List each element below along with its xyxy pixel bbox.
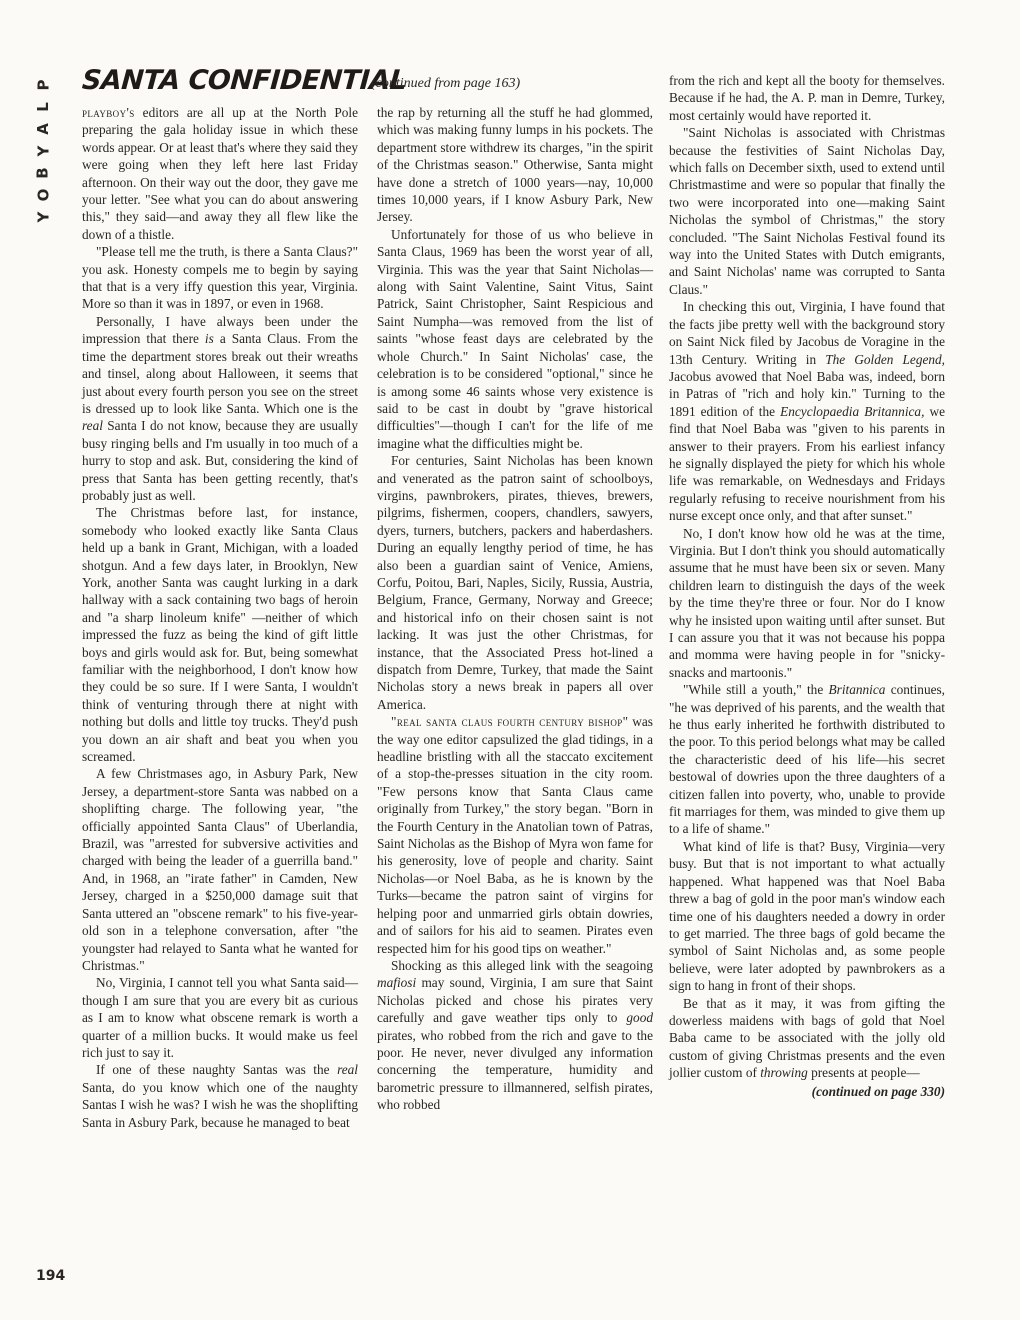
masthead-letter: Y: [34, 211, 52, 223]
paragraph: No, Virginia, I cannot tell you what Santa said—though I am sure that you are every bit as curious as I am to know what obscene remark is worth a quarter of a million bucks. It would make us feel rich just to say it.: [82, 975, 358, 1060]
paragraph: A few Christmases ago, in Asbury Park, New Jersey, a department-store Santa was nabbed on a shoplifting charge. The following year, "the officially appointed Santa Claus" of Uberlandia, Brazil, was "arrested for subversive activities and charged with being the leader of a guerrilla band." And, in 1968, an "irate father" in Camden, New Jersey, charged in a $250,000 damage suit that Santa uttered an "obscene remark" to his five-year-old son in a telephone conversation, after "the youngster had relayed to Santa what he wanted for Christmas.": [82, 766, 358, 973]
masthead-letter: L: [34, 102, 52, 112]
masthead-letter: A: [33, 123, 52, 135]
vertical-masthead: [33, 74, 52, 228]
paragraph: Personally, I have always been under the impression that there is a Santa Claus. From the time the department stores break out their wreaths and tinsel, along about Halloween, it seems that just about every fourth person you see on the street is dressed up to look like Santa. Which one is the real Santa I do not know, because they are usually busy ringing bells and I'm usually in too much of a hurry to stop and ask. But, considering the kind of press that Santa has been getting recently, that's probably just as well.: [82, 313, 358, 503]
paragraph: In checking this out, Virginia, I have found that the facts jibe pretty well with the background story on Saint Nick filed by Jacobus de Voragine in the 13th Century. Writing in The Golden Legend, Jacobus avowed that Noel Baba was, indeed, born in Patras of "rich and holy kin." Turning to the 1891 edition of the Encyclopaedia Britannica, we find that Noel Baba was "given to his parents in answer to their prayers. From his earliest infancy he signally displayed the piety for which his whole life was remarkable, on Wednesdays and Fridays regularly refusing to receive nourishment from his nurse except once only, and that after sunset.": [669, 299, 945, 524]
paragraph: Be that as it may, it was from gifting the dowerless maidens with bags of gold that Noel Baba came to be associated with the jolly old custom of giving Christmas presents and the even jollier custom of throwing presents at people—: [669, 995, 945, 1081]
paragraph: "Please tell me the truth, is there a Santa Claus?" you ask. Honesty compels me to begin by saying that that is a very iffy question this year, Virginia. More so than it was in 1897, or even in 1968.: [82, 244, 358, 312]
column-3: [669, 72, 945, 1100]
page-number: 194: [36, 1268, 66, 1284]
column-2: [377, 104, 653, 1114]
article-headline: SANTA CONFIDENTIAL: [80, 65, 408, 96]
paragraph: "Saint Nicholas is associated with Christmas because the festivities of Saint Nicholas Day, which falls on December sixth, used to extend until Christmastime and were so popular that finally the two were incorporated into one—making Saint Nicholas the symbol of Christmas," the story concluded. "The Saint Nicholas Festival found its way into the United States with Dutch emigrants, and Saint Nicholas' name was corrupted to Santa Claus.": [669, 125, 945, 297]
paragraph: Shocking as this alleged link with the seagoing mafiosi may sound, Virginia, I am sure that Saint Nicholas picked and chose his pirates very carefully and gave weather tips only to good pirates, who robbed from the rich and gave to the poor. He never, never divulged any information concerning the temperature, humidity and barometric pressure to illmannered, selfish pirates, who robbed: [377, 957, 653, 1113]
paragraph: playboy's editors are all up at the North Pole preparing the gala holiday issue in which these words appear. Or at least that's where they said they were going when they left here last Friday afternoon. On their way out the door, they gave me your letter. "See what you can do about answering this," they said—and away they all flew like the down of a thistle.: [82, 105, 358, 242]
paragraph: No, I don't know how old he was at the time, Virginia. But I don't think you should automatically assume that he must have been six or seven. Many children learn to distinguish the days of the week by the time they're three or four. Nor do I know why he insisted upon waiting until after sunset. But I can assure you that it was not because his poppa and momma were having people in for "snicky-snacks and martoonis.": [669, 525, 945, 680]
paragraph: What kind of life is that? Busy, Virginia—very busy. But that is not important to what actually happened. What happened was that Noel Baba threw a bag of gold in the poor man's window each time one of his daughters needed a dowry in order to get married. The three bags of gold became the symbol of Saint Nicholas and, as some people believe, were later adopted by pawnbrokers as a sign to hang in front of their shops.: [669, 838, 945, 994]
paragraph: If one of these naughty Santas was the real Santa, do you know which one of the naughty Santas I wish he was? I wish he was the shoplifting Santa in Asbury Park, because he managed to beat: [82, 1062, 358, 1130]
continued-from-note: (continued from page 163): [371, 76, 521, 91]
column-1: [82, 104, 358, 1131]
paragraph: from the rich and kept all the booty for themselves. Because if he had, the A. P. man in Demre, Turkey, most certainly would have reported it.: [669, 73, 945, 123]
paragraph: Unfortunately for those of us who believe in Santa Claus, 1969 has been the worst year of all, Virginia. This was the year that Saint Nicholas—along with Saint Valentine, Saint Vitus, Saint Patrick, Saint Christopher, Saint Respicious and Saint Numpha—was removed from the list of saints "whose feast days are celebrated by the whole Church." In Saint Nicholas' case, the celebration is to be considered "optional," since he is among some 46 saints whose very existence is said to be cast in doubt by "grave historical difficulties"—though I can't for the life of me imagine what the difficulties might be.: [377, 226, 653, 451]
paragraph: the rap by returning all the stuff he had glommed, which was making funny lumps in his pockets. The department store withdrew its charges, "in the spirit of the Christmas season." Otherwise, Santa might have done a stretch of 1000 years—nay, 10,000 times 10,000 years, if I know Asbury Park, New Jersey.: [377, 105, 653, 225]
paragraph: The Christmas before last, for instance, somebody who looked exactly like Santa Claus held up a bank in Grant, Michigan, with a loaded shotgun. And a few days later, in Brooklyn, New York, another Santa was caught lurking in a dark hallway with a sack containing two bags of heroin and "a sharp linoleum knife" —neither of which impressed the fuzz as being the kind of gift little boys and girls would ask for. But, being somewhat familiar with the neighborhood, I don't know how they could be so sure. If I were Santa, I wouldn't think of venturing through there at night with nothing but dolls and little toy trucks. They'd push you down an air shaft and beat you when you screamed.: [82, 505, 358, 765]
paragraph: "While still a youth," the Britannica continues, "he was deprived of his parents, and the wealth that he thus early inherited he forthwith distributed to the poor. To this period belongs what may be called the characteristic deed of his life—his secret bestowal of dowries upon the three daughters of a citizen fallen into poverty, who, unable to provide fit marriages for them, was minded to give them up to a life of shame.": [669, 682, 945, 837]
masthead-letter: P: [34, 79, 52, 91]
masthead-letter: B: [34, 167, 52, 179]
paragraph: For centuries, Saint Nicholas has been known and venerated as the patron saint of schoolboys, virgins, pawnbrokers, pirates, thieves, brewers, pilgrims, fishermen, coopers, chandlers, sawyers, dyers, turners, butchers, packers and haberdashers. During an equally lengthy period of time, he has also been a guardian saint of Venice, Amiens, Corfu, Poitou, Bari, Naples, Sicily, Russia, Austria, Belgium, France, Germany, Norway and Greece; and historical info on their chosen saint is not lacking. It was just the other Christmas, for instance, that the Associated Press hot-lined a dispatch from Demre, Turkey, that made the Saint Nicholas story a news break in papers all over America.: [377, 453, 653, 712]
continued-on-note: (continued on page 330): [811, 1083, 945, 1099]
paragraph: "real santa claus fourth century bishop" was the way one editor capsulized the glad tidings, in a headline bristling with all the staccato excitement of a stop-the-presses situation in the city room. "Few persons know that Santa Claus came originally from Turkey," the story began. "Born in the Fourth Century in the Anatolian town of Patras, Saint Nicholas as the Bishop of Myra won fame for his generosity, love of people and charity. Saint Nicholas—or Noel Baba, as he is known by the Turks—became the patron saint of virgins for helping poor and unmarried girls obtain dowries, and of sailors for his aid to seamen. Pirates even respected him for his good tips on weather.": [377, 714, 653, 956]
masthead-letter: O: [33, 188, 52, 202]
masthead-letter: Y: [34, 145, 52, 157]
